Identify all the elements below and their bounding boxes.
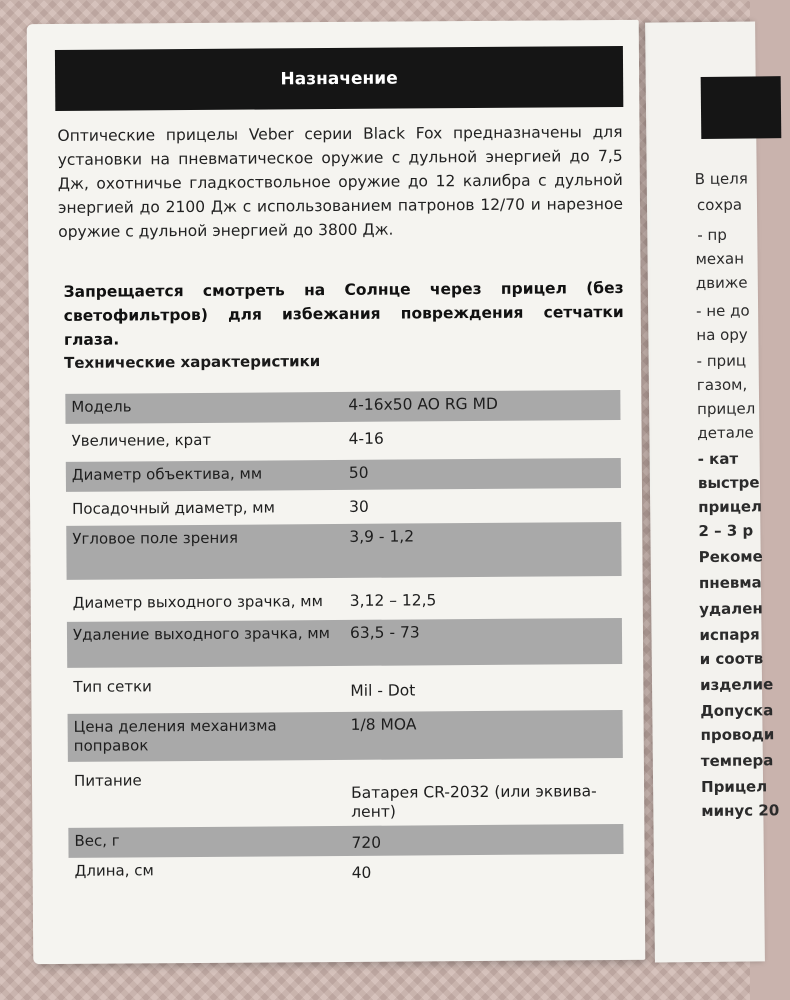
spec-value: 30	[349, 497, 369, 516]
right-page-line: механ	[695, 249, 745, 269]
spec-value: 1/8 MOA	[350, 715, 417, 734]
right-page-header-bar	[701, 76, 782, 139]
spec-label: Диаметр объектива, мм	[71, 464, 263, 484]
spec-label: Модель	[71, 397, 132, 416]
spec-row-model	[65, 390, 620, 424]
spec-label: Цена деления механизма поправок	[73, 716, 277, 755]
right-page-line: Допуска	[700, 701, 774, 721]
spec-value: Батарея CR-2032 (или эквива-лент)	[351, 782, 597, 821]
spec-row-tube	[66, 488, 621, 526]
spec-row-reticle	[67, 664, 622, 714]
spec-row-power	[68, 758, 623, 828]
right-page-line: движе	[695, 273, 748, 293]
right-page-line: проводи	[700, 725, 775, 745]
spec-value: 720	[351, 833, 382, 852]
right-page	[645, 21, 780, 962]
right-page-line: минус 20	[701, 801, 780, 821]
intro-paragraph: Оптические прицелы Veber серии Black Fox предназначены для установки на пневматическое оружие с дульной энергией до 7,5 Дж, охотничье гладкоствольное оружие до 12 калибра с дульной энергией до 2100 Дж с использованием патронов 12/70 и нарезное оружие с дульной энергией до 3800 Дж.	[57, 122, 624, 241]
spec-value: 4-16	[348, 429, 384, 448]
spec-value: 3,9 - 1,2	[349, 527, 415, 546]
spec-label: Питание	[73, 771, 142, 790]
spec-label: Диаметр выходного зрачка, мм	[72, 592, 323, 612]
specs-heading: Технические характеристики	[64, 352, 321, 372]
right-page-line: прицел	[697, 399, 756, 419]
spec-value: 40	[351, 863, 372, 882]
right-page-line: испаря	[699, 625, 760, 645]
instruction-page	[27, 20, 646, 964]
spec-label: Удаление выходного зрачка, мм	[72, 624, 331, 644]
right-page-line: и соотв	[699, 649, 764, 669]
right-page-line: Рекоме	[698, 547, 763, 567]
right-page-line: пневма	[698, 573, 762, 593]
spec-row-length	[69, 854, 624, 888]
right-page-line: - пр	[697, 225, 727, 245]
right-page-line: сохра	[696, 195, 743, 215]
right-page-line: темпера	[700, 751, 774, 771]
spec-row-eye-relief	[67, 618, 622, 668]
right-page-line: выстре	[697, 473, 760, 493]
spec-row-weight	[68, 824, 623, 858]
right-page-line: - приц	[696, 351, 747, 371]
spec-row-fov	[66, 522, 621, 580]
section-title: Назначение	[280, 68, 398, 89]
right-page-line: изделие	[699, 675, 774, 695]
spec-label: Увеличение, крат	[71, 430, 212, 450]
spec-label: Вес, г	[74, 831, 120, 850]
spec-label: Посадочный диаметр, мм	[72, 498, 275, 518]
spec-label: Угловое поле зрения	[72, 528, 239, 548]
spec-value: 63,5 - 73	[349, 623, 420, 642]
right-page-line: - кат	[697, 449, 739, 469]
spec-row-exit-pupil	[67, 576, 622, 622]
spec-value: 4-16x50 AO RG MD	[348, 394, 498, 414]
specs-table	[65, 390, 623, 888]
spec-row-click-value	[68, 710, 623, 762]
warning-text: Запрещается смотреть на Солнце через прицел (без светофильтров) для избежания повреждения сетчатки глаза.	[63, 278, 624, 349]
right-page-line: на ору	[696, 325, 748, 345]
right-page-line: Прицел	[700, 777, 768, 797]
right-page-line: 2 – 3 р	[698, 521, 754, 541]
spec-value: 50	[348, 463, 369, 482]
right-page-line: удален	[699, 599, 763, 619]
spec-label: Тип сетки	[73, 677, 152, 696]
spec-value: 3,12 – 12,5	[349, 591, 437, 610]
spec-row-magnification	[66, 420, 621, 462]
right-page-line: прицел	[698, 497, 763, 517]
right-page-line: газом,	[696, 375, 748, 395]
right-page-line: - не до	[696, 301, 750, 321]
right-page-line: детале	[697, 423, 754, 443]
section-header	[55, 46, 623, 111]
spec-value: Mil - Dot	[350, 681, 416, 700]
right-page-line: В целя	[694, 169, 748, 189]
spec-label: Длина, см	[74, 861, 154, 880]
spec-row-objective	[66, 458, 621, 492]
